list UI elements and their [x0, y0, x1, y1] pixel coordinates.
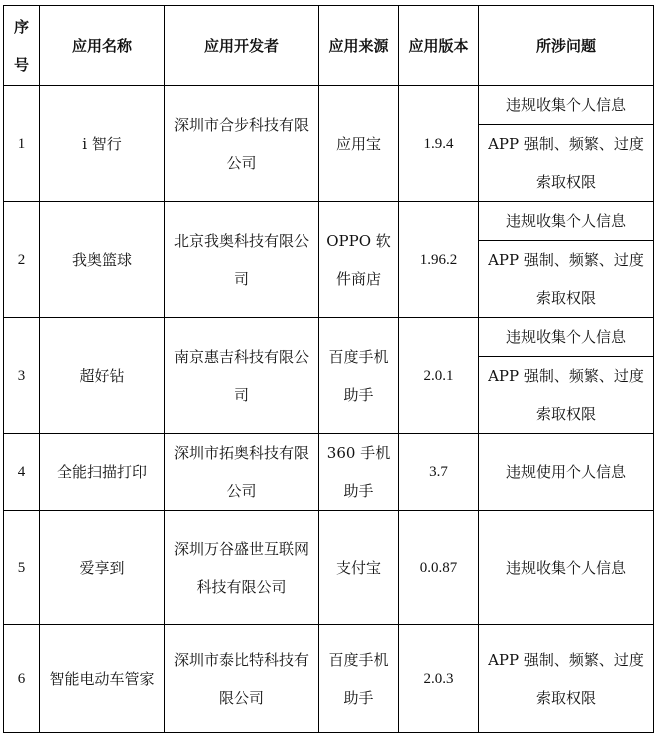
cell-issue: APP 强制、频繁、过度索取权限: [479, 625, 654, 733]
cell-version: 2.0.3: [399, 625, 479, 733]
header-source: 应用来源: [319, 6, 399, 86]
cell-source: 应用宝: [319, 86, 399, 202]
cell-developer: 深圳万谷盛世互联网科技有限公司: [165, 511, 319, 625]
cell-source: OPPO 软件商店: [319, 202, 399, 318]
table-header-row: [4, 6, 654, 86]
header-issues: 所涉问题: [479, 6, 654, 86]
table-row: [4, 202, 654, 241]
cell-version: 3.7: [399, 434, 479, 511]
cell-index: 1: [4, 86, 40, 202]
cell-app-name: 全能扫描打印: [40, 434, 165, 511]
cell-version: 2.0.1: [399, 318, 479, 434]
cell-version: 1.9.4: [399, 86, 479, 202]
cell-source: 百度手机助手: [319, 318, 399, 434]
cell-app-name: 爱享到: [40, 511, 165, 625]
cell-issue: APP 强制、频繁、过度索取权限: [479, 357, 654, 434]
table-row: [4, 625, 654, 733]
cell-developer: 深圳市合步科技有限公司: [165, 86, 319, 202]
cell-index: 2: [4, 202, 40, 318]
cell-issue: 违规收集个人信息: [479, 511, 654, 625]
cell-issue: APP 强制、频繁、过度索取权限: [479, 241, 654, 318]
cell-issue: 违规收集个人信息: [479, 318, 654, 357]
table-row: [4, 86, 654, 125]
cell-source: 百度手机助手: [319, 625, 399, 733]
header-app-name: 应用名称: [40, 6, 165, 86]
table-row: [4, 318, 654, 357]
app-issues-table: [3, 5, 654, 733]
cell-developer: 北京我奥科技有限公司: [165, 202, 319, 318]
table-row: [4, 511, 654, 625]
cell-developer: 深圳市泰比特科技有限公司: [165, 625, 319, 733]
cell-issue: 违规使用个人信息: [479, 434, 654, 511]
header-version: 应用版本: [399, 6, 479, 86]
cell-version: 1.96.2: [399, 202, 479, 318]
cell-index: 4: [4, 434, 40, 511]
cell-developer: 南京惠吉科技有限公司: [165, 318, 319, 434]
cell-index: 3: [4, 318, 40, 434]
cell-issue: 违规收集个人信息: [479, 202, 654, 241]
cell-index: 5: [4, 511, 40, 625]
cell-app-name: 超好钻: [40, 318, 165, 434]
cell-app-name: 智能电动车管家: [40, 625, 165, 733]
cell-source: 支付宝: [319, 511, 399, 625]
cell-source: 360 手机助手: [319, 434, 399, 511]
cell-app-name: 我奥篮球: [40, 202, 165, 318]
table-row: [4, 434, 654, 511]
cell-issue: 违规收集个人信息: [479, 86, 654, 125]
cell-developer: 深圳市拓奥科技有限公司: [165, 434, 319, 511]
cell-version: 0.0.87: [399, 511, 479, 625]
header-index: 序号: [4, 6, 40, 86]
cell-issue: APP 强制、频繁、过度索取权限: [479, 125, 654, 202]
cell-index: 6: [4, 625, 40, 733]
header-developer: 应用开发者: [165, 6, 319, 86]
cell-app-name: i 智行: [40, 86, 165, 202]
